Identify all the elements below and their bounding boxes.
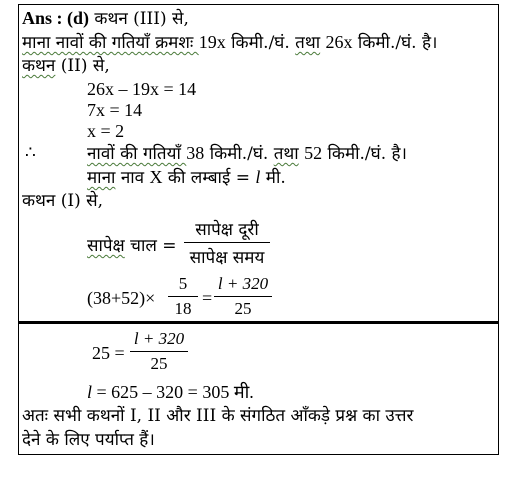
statement-ii-ref: कथन (II) से, (22, 56, 110, 76)
statement-iii-ref: कथन (III) से, (94, 9, 189, 29)
calc-prefix: (38+52)× (87, 288, 156, 308)
statement-i-ref: कथन (I) से, (22, 191, 104, 211)
therefore-symbol: ∴ (25, 143, 36, 163)
relative-speed-fraction (184, 217, 270, 268)
assumption-line-speeds: माना नावों की गतियाँ क्रमशः 19x किमी./घं. तथा 26x किमी./घं. है। (22, 32, 438, 53)
conclusion-line-2: देने के लिए पर्याप्त हैं। (22, 430, 155, 450)
answer-heading (22, 8, 189, 30)
fraction-solve: l + 320 25 (130, 329, 188, 374)
equation-2: 7x = 14 (87, 100, 143, 120)
answer-label: Ans : (d) (22, 8, 90, 28)
equation-lhs: 25 = (92, 343, 125, 363)
relative-speed-label: सापेक्ष चाल = (87, 236, 177, 256)
relative-distance: सापेक्ष दूरी (195, 220, 259, 240)
speeds-result-line: नावों की गतियाँ 38 किमी./घं. तथा 52 किमी./घं. है। (87, 143, 407, 164)
relative-time: सापेक्ष समय (189, 248, 265, 268)
fraction-l-320-25: l + 320 25 (214, 274, 272, 319)
equation-1: 26x – 19x = 14 (87, 79, 197, 99)
fraction-bar (184, 242, 270, 243)
calc-equals: = (202, 288, 213, 308)
conclusion-line-1: अतः सभी कथनों I, II और III के संगठित आँकड़े प्रश्न का उत्तर (22, 406, 414, 426)
fraction-5-18: 5 18 (168, 274, 198, 319)
equation-3: x = 2 (87, 121, 125, 141)
boat-length-line: माना नाव X की लम्बाई = l मी. (87, 167, 286, 188)
length-result-line: l = 625 – 320 = 305 मी. (87, 382, 254, 402)
